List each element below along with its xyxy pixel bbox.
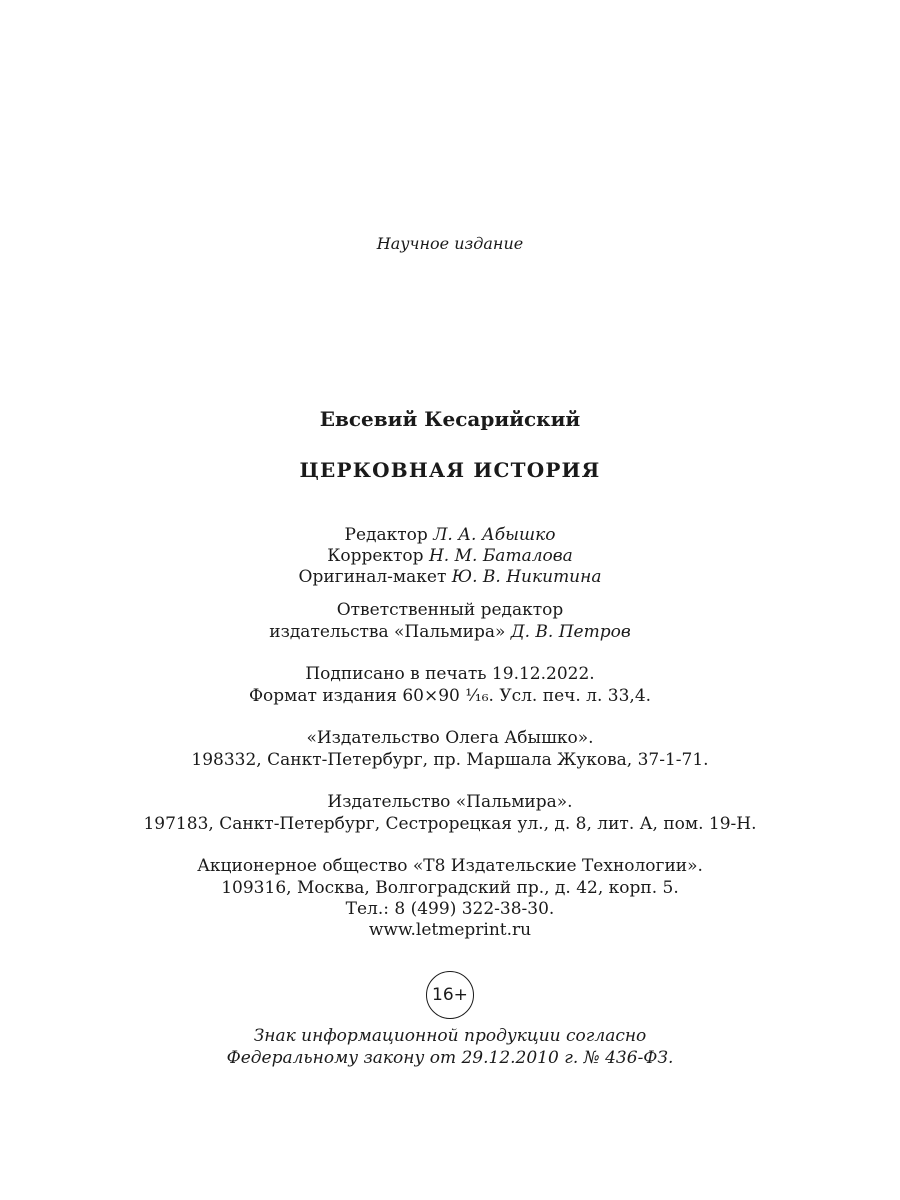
age-rating-badge: 16+ [426, 971, 474, 1019]
publisher-1-name: «Издательство Олега Абышко». [306, 728, 594, 748]
editor-label: Редактор [344, 525, 428, 545]
editor-name: Л. А. Абышко [433, 525, 556, 545]
age-notice-line1: Знак информационной продукции согласно [253, 1026, 647, 1046]
printer-address: 109316, Москва, Волгоградский пр., д. 42, корп. 5. [221, 878, 679, 898]
responsible-editor-name: Д. В. Петров [510, 622, 631, 642]
proofreader-name: Н. М. Баталова [428, 546, 573, 566]
proofreader-credit [0, 546, 900, 567]
printer-name: Акционерное общество «Т8 Издательские Технологии». [197, 856, 703, 876]
signed-to-print: Подписано в печать 19.12.2022. [305, 664, 595, 684]
layout-name: Ю. В. Никитина [451, 567, 602, 587]
proofreader-label: Корректор [327, 546, 424, 566]
edition-type: Научное издание [376, 234, 524, 253]
responsible-editor-line1: Ответственный редактор [336, 600, 564, 620]
publisher-1-address: 198332, Санкт-Петербург, пр. Маршала Жукова, 37-1-71. [191, 750, 709, 770]
responsible-editor-publisher: издательства «Пальмира» [269, 622, 506, 642]
printer-website: www.letmeprint.ru [368, 920, 532, 940]
publisher-2-name: Издательство «Пальмира». [327, 792, 573, 812]
book-title: ЦЕРКОВНАЯ ИСТОРИЯ [299, 458, 601, 482]
editor-credit [0, 525, 900, 546]
printer-phone: Тел.: 8 (499) 322-38-30. [345, 899, 555, 919]
author-name: Евсевий Кесарийский [319, 407, 581, 431]
responsible-editor-line2 [0, 622, 900, 643]
layout-label: Оригинал-макет [298, 567, 447, 587]
layout-credit [0, 567, 900, 588]
print-format: Формат издания 60×90 ¹⁄₁₆. Усл. печ. л. 33,4. [248, 686, 652, 706]
age-notice-line2: Федеральному закону от 29.12.2010 г. № 436-ФЗ. [226, 1048, 674, 1068]
publisher-2-address: 197183, Санкт-Петербург, Сестрорецкая ул., д. 8, лит. А, пом. 19-Н. [143, 814, 757, 834]
